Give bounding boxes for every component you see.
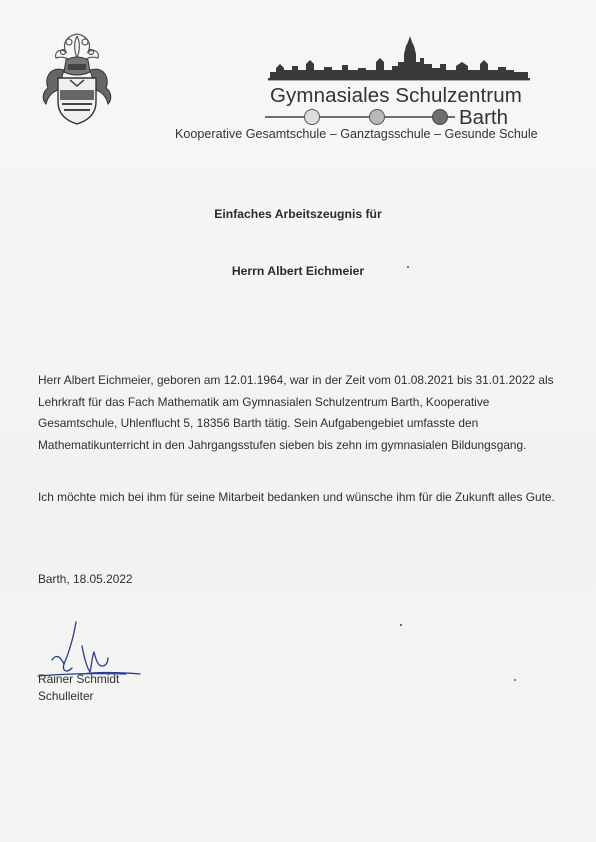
- signer-name: Rainer Schmidt: [38, 672, 120, 686]
- paper-speck: [400, 624, 402, 626]
- coat-of-arms-icon: [36, 30, 118, 126]
- signer-role: Schulleiter: [38, 689, 94, 703]
- document-title: Einfaches Arbeitszeugnis für: [214, 207, 382, 221]
- paper-speck: [407, 266, 409, 268]
- document-recipient: Herrn Albert Eichmeier: [231, 264, 365, 278]
- place-date: Barth, 18.05.2022: [38, 572, 133, 586]
- school-city: Barth: [459, 106, 508, 129]
- logo-dot-dark: [433, 110, 448, 125]
- school-name: Gymnasiales Schulzentrum: [270, 84, 522, 107]
- body-paragraph: Ich möchte mich bei ihm für seine Mitarbeit bedanken und wünsche ihm für die Zukunft alles Gute.: [38, 490, 555, 504]
- logo-dots-line: [265, 107, 455, 127]
- logo-dot-medium: [370, 110, 385, 125]
- body-paragraph: Herr Albert Eichmeier, geboren am 12.01.1964, war in der Zeit vom 01.08.2021 bis 31.01.2022 als Lehrkraft für das Fach Mathematik am Gymnasialen Schulzentrum Barth, Kooperative Gesamtschule, Uhlenflucht 5, 18356 Barth tätig. Sein Aufgabengebiet umfasste den Mathematikunterricht in den Jahrgangsstufen sieben bis zehn im gymnasialen Bildungsgang.: [38, 373, 554, 452]
- town-skyline-icon: [266, 34, 532, 84]
- school-tagline: Kooperative Gesamtschule – Ganztagsschule – Gesunde Schule: [175, 127, 538, 141]
- paper-speck: [514, 679, 516, 681]
- logo-dot-light: [305, 110, 320, 125]
- handwritten-signature-icon: [30, 616, 150, 686]
